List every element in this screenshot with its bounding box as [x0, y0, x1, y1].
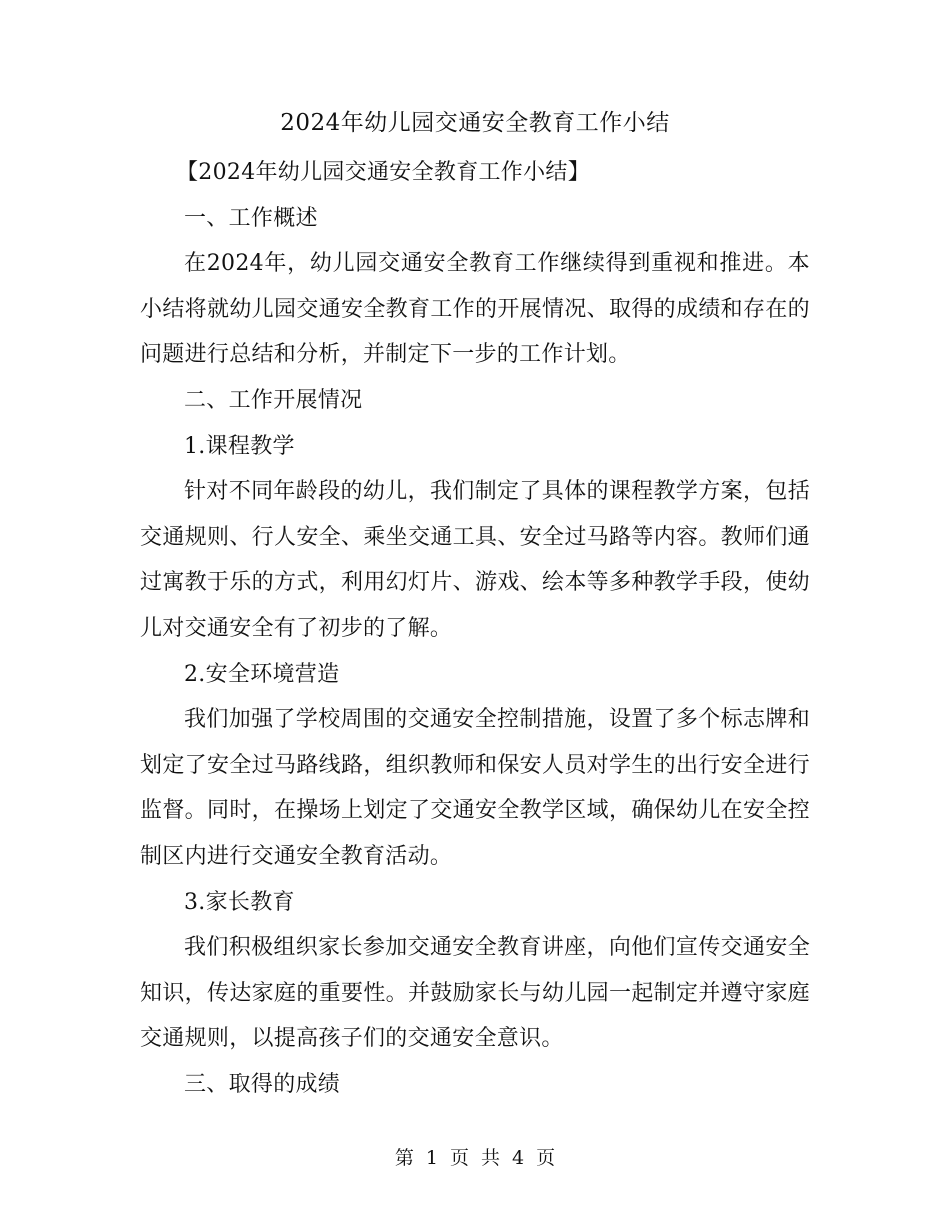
section-heading-progress: 二、工作开展情况: [184, 387, 363, 413]
document-title: 2024年幼儿园交通安全教育工作小结: [280, 110, 670, 136]
subheading-parent-education: 3.家长教育: [184, 889, 295, 915]
section-heading-overview: 一、工作概述: [184, 205, 318, 231]
section-heading-achievements: 三、取得的成绩: [184, 1071, 341, 1097]
page-footer: 第 1 页 共 4 页: [394, 1147, 556, 1169]
paragraph-safe-environment: 我们加强了学校周围的交通安全控制措施，设置了多个标志牌和划定了安全过马路线路，组织教师和保安人员对学生的出行安全进行监督。同时，在操场上划定了交通安全教学区域，确保幼儿在安全控制区内进行交通安全教育活动。: [140, 707, 810, 869]
paragraph-course-teaching: 针对不同年龄段的幼儿，我们制定了具体的课程教学方案，包括交通规则、行人安全、乘坐交通工具、安全过马路等内容。教师们通过寓教于乐的方式，利用幻灯片、游戏、绘本等多种教学手段，使幼儿对交通安全有了初步的了解。: [140, 479, 810, 641]
paragraph-overview: 在2024年，幼儿园交通安全教育工作继续得到重视和推进。本小结将就幼儿园交通安全教育工作的开展情况、取得的成绩和存在的问题进行总结和分析，并制定下一步的工作计划。: [140, 251, 810, 368]
document-body: [140, 150, 810, 1107]
subheading-course-teaching: 1.课程教学: [184, 433, 295, 459]
paragraph-parent-education: 我们积极组织家长参加交通安全教育讲座，向他们宣传交通安全知识，传达家庭的重要性。并鼓励家长与幼儿园一起制定并遵守家庭交通规则，以提高孩子们的交通安全意识。: [140, 935, 810, 1052]
subtitle-bracket: 【2024年幼儿园交通安全教育工作小结】: [176, 160, 590, 185]
subheading-safe-environment: 2.安全环境营造: [184, 661, 340, 687]
